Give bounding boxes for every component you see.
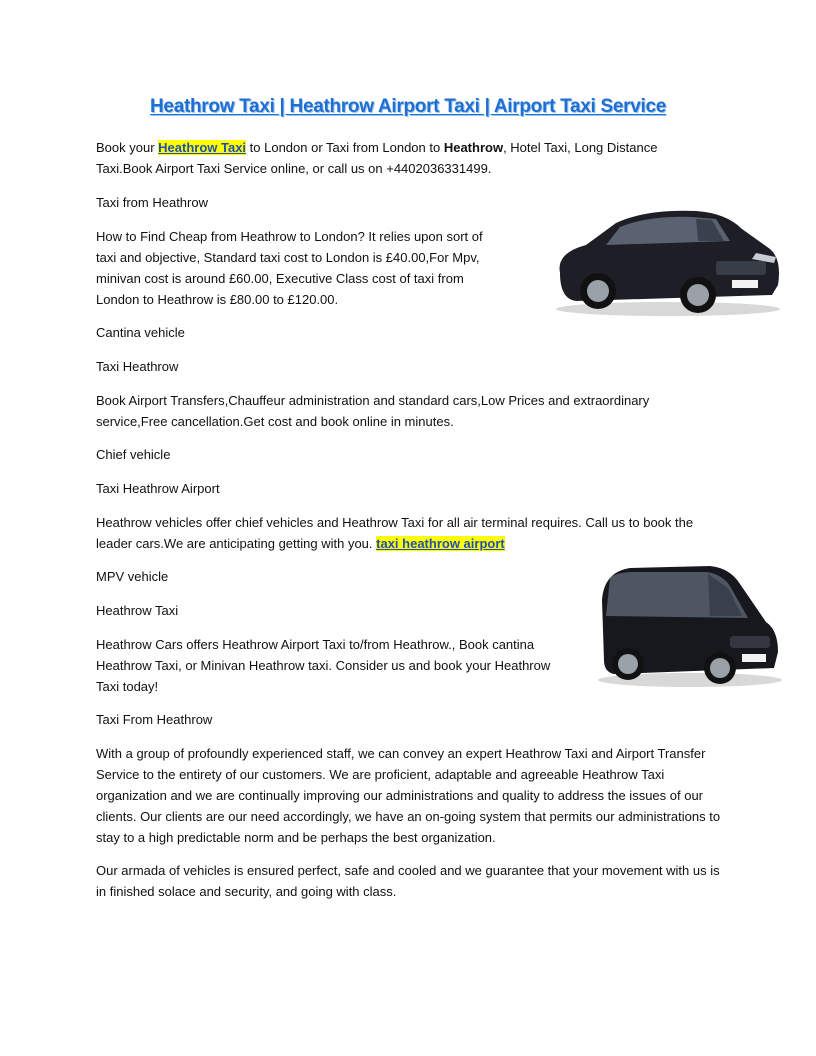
heading-cantina-vehicle: Cantina vehicle <box>96 325 185 340</box>
sedan-grille <box>716 261 766 275</box>
minivan-rim-rear <box>618 654 638 674</box>
intro-mid: to London or Taxi from London to <box>246 140 444 155</box>
page-title: Heathrow Taxi | Heathrow Airport Taxi | Airport Taxi Service <box>150 96 666 117</box>
intro-post: , Hotel Taxi, Long Distance Taxi.Book Airport Taxi Service online, or call us on +4402036331499. <box>96 140 658 176</box>
minivan-rim-front <box>710 658 730 678</box>
sedan-car-image <box>546 203 786 321</box>
heading-mpv-vehicle: MPV vehicle <box>96 569 169 584</box>
book-transfers-paragraph: Book Airport Transfers,Chauffeur administration and standard cars,Low Prices and extraordinary service,Free cancellation.Get cost and book online in minutes. <box>96 393 650 429</box>
sedan-rim-front <box>687 284 709 306</box>
heading-heathrow-taxi: Heathrow Taxi <box>96 603 179 618</box>
minivan-image <box>590 560 786 690</box>
minivan-plate <box>742 654 766 662</box>
intro-pre: Book your <box>96 140 159 155</box>
sedan-plate <box>732 280 758 288</box>
taxi-heathrow-airport-link[interactable]: taxi heathrow airport <box>376 536 505 551</box>
intro-paragraph <box>96 137 696 179</box>
heading-taxi-heathrow: Taxi Heathrow <box>96 359 179 374</box>
sedan-rim-rear <box>587 280 609 302</box>
armada-paragraph: Our armada of vehicles is ensured perfect, safe and cooled and we guarantee that your movement with us is in finished solace and security, and going with class. <box>96 863 720 899</box>
minivan-grille <box>730 636 770 648</box>
chief-vehicles-paragraph <box>96 512 726 554</box>
chief-text: Heathrow vehicles offer chief vehicles and Heathrow Taxi for all air terminal requires. Call us to book the leader cars.We are anticipating getting with you. <box>96 515 694 551</box>
heading-taxi-from-heathrow-2: Taxi From Heathrow <box>96 712 213 727</box>
cars-offers-paragraph: Heathrow Cars offers Heathrow Airport Taxi to/from Heathrow., Book cantina Heathrow Taxi, or Minivan Heathrow taxi. Consider us and book your Heathrow Taxi today! <box>96 637 551 694</box>
heading-taxi-heathrow-airport: Taxi Heathrow Airport <box>96 481 220 496</box>
cheap-taxi-paragraph: How to Find Cheap from Heathrow to London? It relies upon sort of taxi and objective, Standard taxi cost to London is £40.00,For Mpv, minivan cost is around £60.00, Executive Class cost of taxi from London to Heathrow is £80.00 to £120.00. <box>96 229 483 307</box>
heathrow-taxi-link[interactable]: Heathrow Taxi <box>158 140 247 155</box>
group-staff-paragraph: With a group of profoundly experienced staff, we can convey an expert Heathrow Taxi and Airport Transfer Service to the entirety of our customers. We are proficient, adaptable and agreeable Heathrow Taxi organization and we are continually improving our administrations and quality to address the issues of our clients. Our clients are our need accordingly, we have an on-going system that permits our administrations to stay to a high predictable norm and be perhaps the best organization. <box>96 746 721 845</box>
heading-chief-vehicle: Chief vehicle <box>96 447 171 462</box>
intro-bold: Heathrow <box>443 140 504 155</box>
heading-taxi-from-heathrow: Taxi from Heathrow <box>96 195 208 210</box>
